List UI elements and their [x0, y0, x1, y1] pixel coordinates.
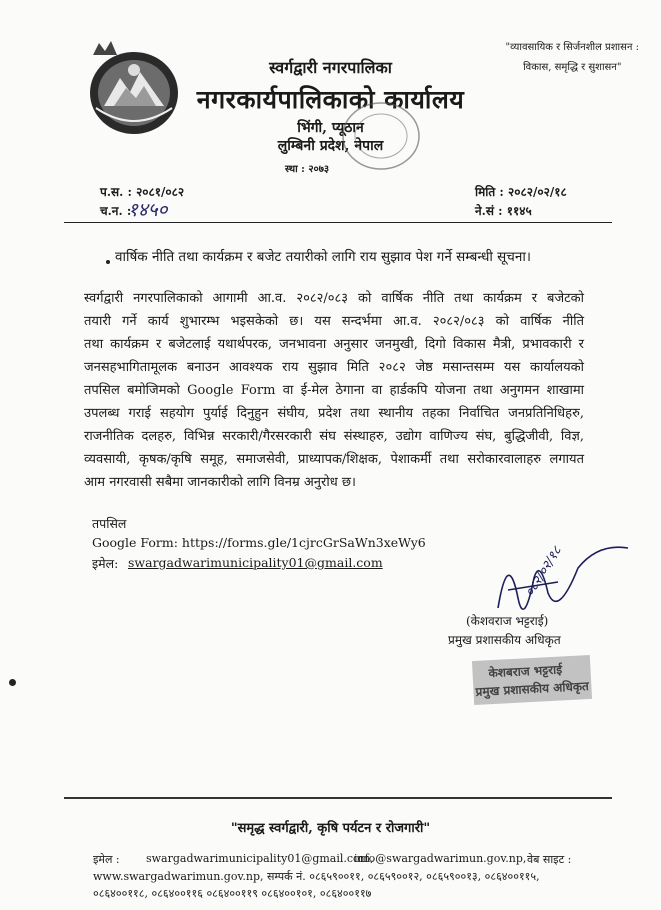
email-link[interactable]: swargadwarimunicipality01@gmail.com [128, 555, 383, 570]
motto-line2: विकास, समृद्धि र सुशासन" [523, 62, 622, 73]
body-line: तथा कार्यक्रम र बजेटलाई यथार्थपरक, जनभावना अनुसार जनमुखी, दिगो विकास मैत्री, प्रभावकारी र [84, 337, 584, 352]
body-line: व्यवसायी, कृषक/कृषि समूह, समाजसेवी, प्राध्यापक/शिक्षक, पेशाकर्मी तथा सरोकारवालाहरु लगायत [84, 452, 584, 467]
punch-hole-mark [9, 679, 16, 686]
contact-line-2: www.swargadwarimun.gov.np, सम्पर्क नं. ०८६५९००११, ०८६५९००१२, ०८६५९००१३, ०८६४००११५, [93, 870, 540, 883]
chn-number: १४५० [128, 199, 168, 221]
footer-slogan: "समृद्ध स्वर्गद्वारी, कृषि पर्यटन र रोजगारी" [230, 821, 431, 836]
body-line: जनसहभागितामूलक बनाउन आवश्यक राय सुझाव मिति २०८२ जेष्ठ मसान्तसम्म यस कार्यालयको [84, 360, 584, 375]
signatory-designation: प्रमुख प्रशासकीय अधिकृत [448, 633, 561, 647]
annex-heading: तपसिल [92, 516, 127, 531]
contact-web-label: वेब साइट : [527, 853, 572, 866]
signature-date: ०८२/०२/१८ [522, 544, 565, 600]
stamp-name: केशबराज भट्टराई [488, 662, 563, 681]
contact-email-2[interactable]: info@swargadwarimun.gov.np, [354, 852, 527, 865]
chn-label: च.न. : [100, 204, 132, 218]
official-stamp [472, 655, 592, 705]
contact-email-1[interactable]: swargadwarimunicipality01@gmail.com, [146, 852, 374, 865]
body-line: राजनीतिक दलहरु, विभिन्न सरकारी/गैरसरकारी संघ संस्थाहरु, उद्योग वाणिज्य संघ, बुद्धिजीवी, विज्ञ, [84, 429, 584, 444]
body-line: स्वर्गद्वारी नगरपालिकाको आगामी आ.व. २०८२/०८३ को वार्षिक नीति तथा कार्यक्रम र बजेटको [84, 291, 584, 306]
signatory-name: (केशवराज भट्टराई) [466, 614, 549, 628]
office-title: नगरकार्यपालिकाको कार्यालय [196, 85, 465, 114]
contact-line-3: ०८६४००११८, ०८६४००११६ ०८६४००११९ ०८६४००१०१, ०८६४००११७ [93, 887, 372, 900]
motto-line1: "व्यावसायिक र सिर्जनशील प्रशासन : [505, 42, 639, 53]
google-form-link[interactable]: Google Form: https://forms.gle/1cjrcGrSaWn3xeWy6 [92, 535, 426, 550]
email-label: इमेल: [92, 556, 119, 571]
body-line: तपसिल बमोजिमको Google Form वा ई-मेल ठेगाना वा हार्डकपि योजना तथा अनुगमन शाखामा [84, 383, 584, 398]
established-date: स्था : २०७३ [285, 164, 330, 175]
notice-body [84, 287, 584, 494]
subject-line: वार्षिक नीति तथा कार्यक्रम र बजेट तयारीको लागि राय सुझाव पेश गर्ने सम्बन्धी सूचना। [115, 249, 531, 265]
body-line: तयारी गर्ने कार्य शुभारम्भ भइसकेको छ। यस सन्दर्भमा आ.व. २०८२/०८३ को वार्षिक नीति [84, 314, 584, 329]
header-divider [64, 222, 612, 223]
body-line: उपलब्ध गराई सहयोग पुर्याई दिनुहुन संघीय, प्रदेश तथा स्थानीय तहका निर्वाचित जनप्रतिनिधिहरु, [84, 406, 584, 421]
nepal-sambat: ने.सं : ११४५ [475, 204, 532, 218]
letter-date: मिति : २०८२/०२/१८ [475, 185, 567, 199]
motto [506, 38, 639, 78]
body-line: आम नगरवासी सबैमा जानकारीको लागि विनम्र अनुरोध छ। [84, 475, 356, 490]
ps-number: प.स. : २०८१/०८२ [100, 185, 185, 199]
contact-email-label: इमेल : [93, 853, 120, 866]
office-province: लुम्बिनी प्रदेश, नेपाल [277, 138, 384, 154]
bullet-dot [106, 260, 110, 264]
footer-divider [64, 797, 612, 799]
office-place: भिंगी, प्यूठान [297, 120, 364, 136]
stamp-designation: प्रमुख प्रशासकीय अधिकृत [475, 679, 590, 699]
org-name: स्वर्गद्वारी नगरपालिका [269, 58, 392, 77]
office-seal-icon [340, 100, 422, 172]
